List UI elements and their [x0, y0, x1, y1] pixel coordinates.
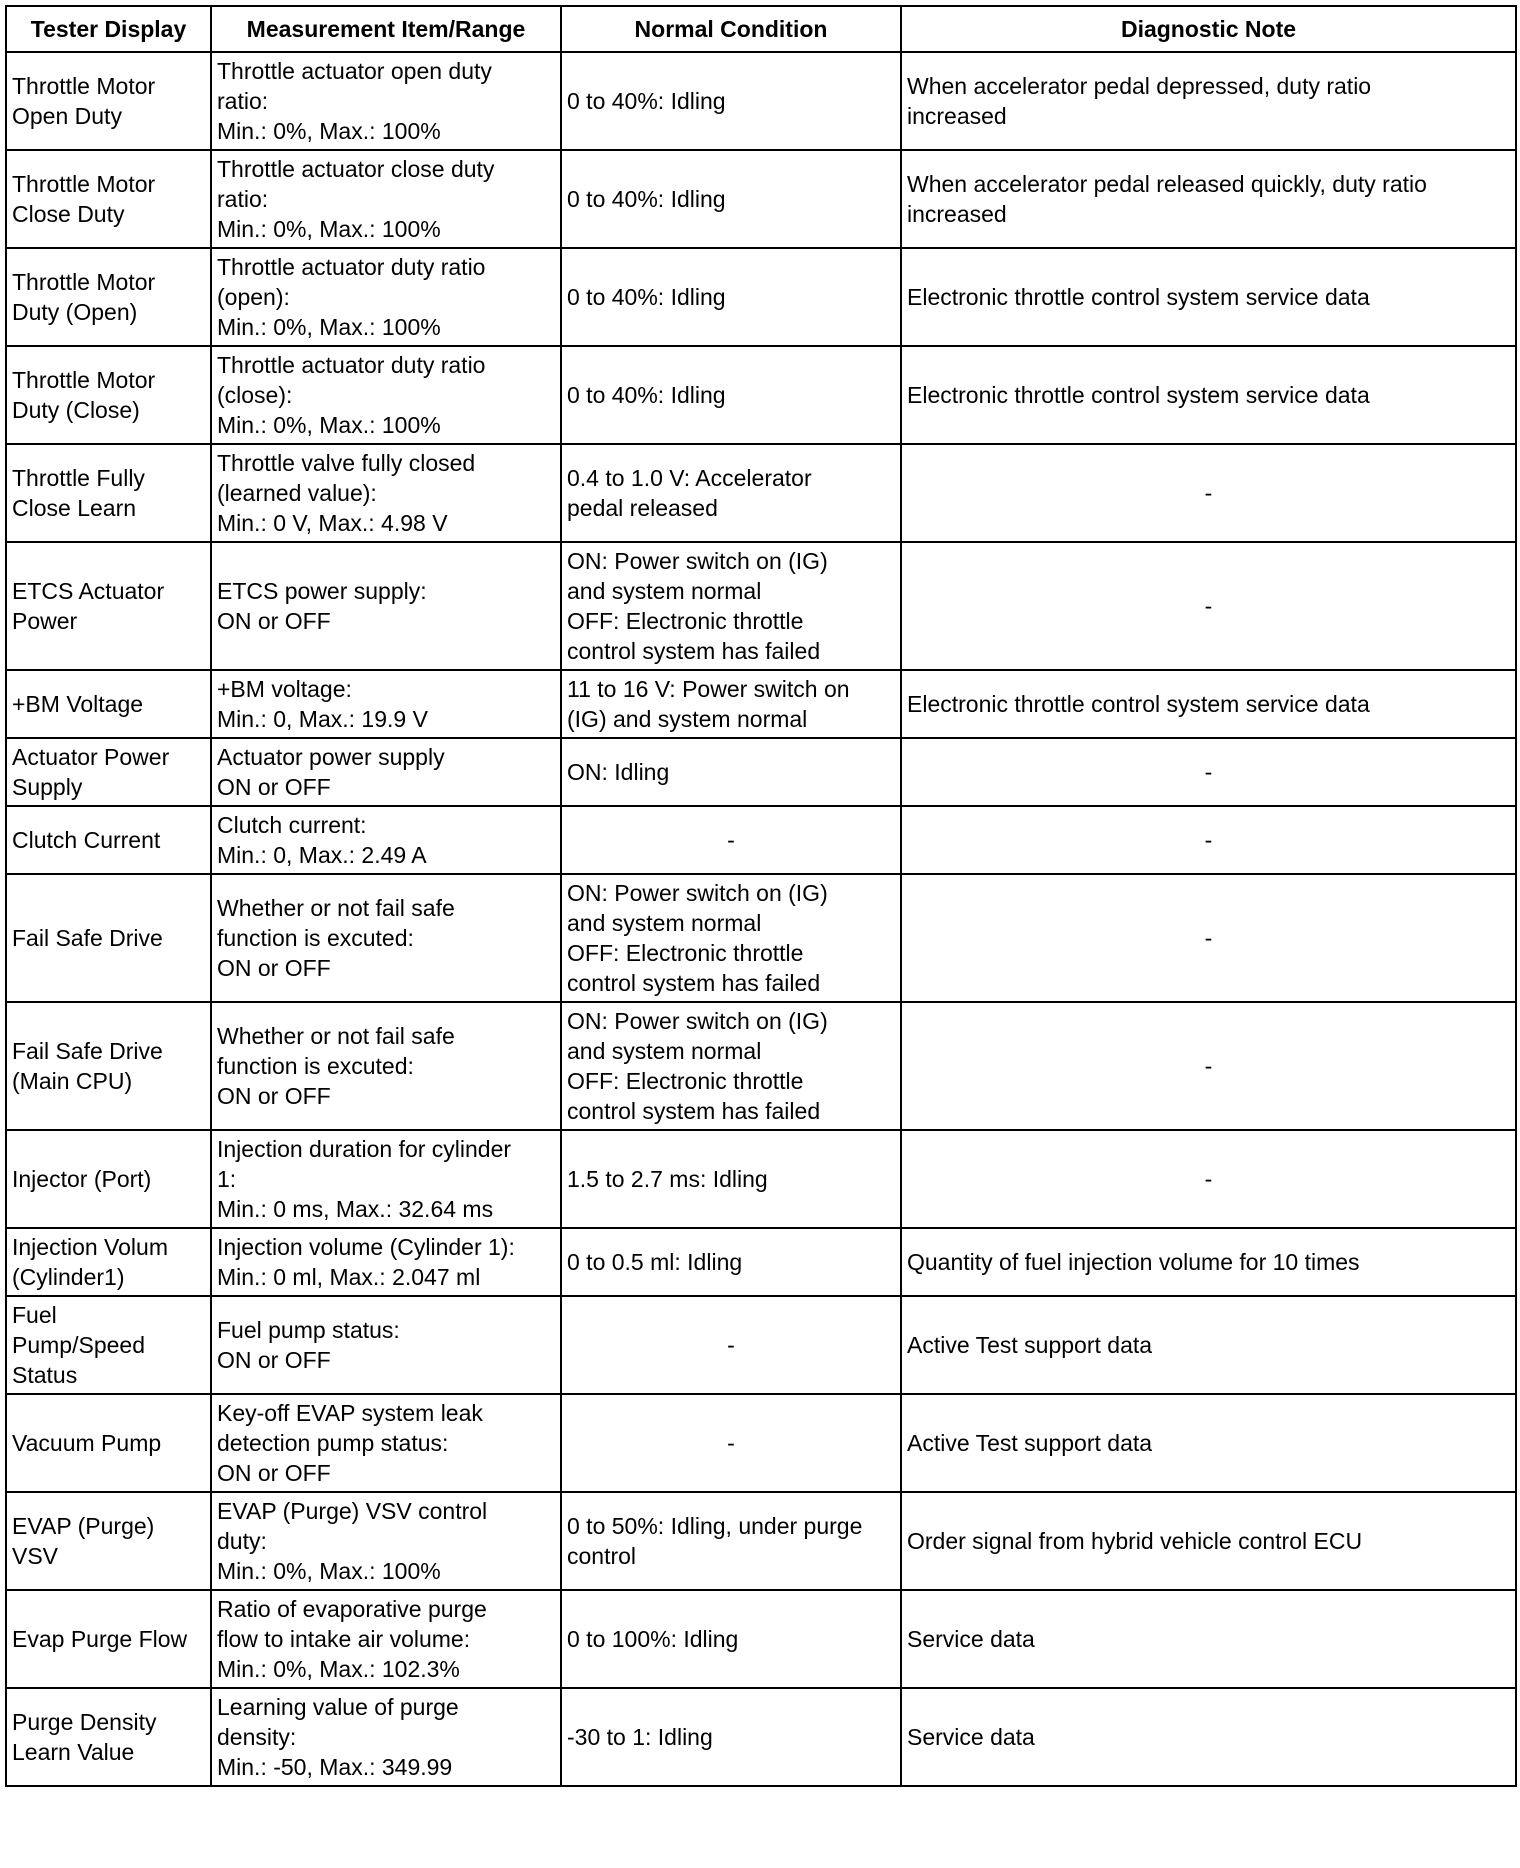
- cell-normal-condition: 1.5 to 2.7 ms: Idling: [561, 1130, 901, 1228]
- cell-normal-condition: ON: Power switch on (IG) and system normal OFF: Electronic throttle control system has failed: [561, 874, 901, 1002]
- header-diagnostic-note: Diagnostic Note: [901, 6, 1516, 52]
- cell-diagnostic-note: Electronic throttle control system service data: [901, 670, 1516, 738]
- cell-tester-display: Fail Safe Drive (Main CPU): [6, 1002, 211, 1130]
- cell-diagnostic-note: Service data: [901, 1590, 1516, 1688]
- cell-measurement-item: Throttle actuator close duty ratio: Min.: 0%, Max.: 100%: [211, 150, 561, 248]
- cell-normal-condition: ON: Power switch on (IG) and system normal OFF: Electronic throttle control system has failed: [561, 1002, 901, 1130]
- cell-measurement-item: Whether or not fail safe function is excuted: ON or OFF: [211, 1002, 561, 1130]
- cell-normal-condition: -30 to 1: Idling: [561, 1688, 901, 1786]
- header-measurement-item: Measurement Item/Range: [211, 6, 561, 52]
- cell-normal-condition: ON: Idling: [561, 738, 901, 806]
- cell-diagnostic-note: -: [901, 806, 1516, 874]
- cell-measurement-item: Fuel pump status: ON or OFF: [211, 1296, 561, 1394]
- cell-measurement-item: Whether or not fail safe function is excuted: ON or OFF: [211, 874, 561, 1002]
- table-row: [6, 444, 1516, 542]
- cell-diagnostic-note: Active Test support data: [901, 1296, 1516, 1394]
- cell-tester-display: Evap Purge Flow: [6, 1590, 211, 1688]
- cell-tester-display: Vacuum Pump: [6, 1394, 211, 1492]
- cell-diagnostic-note: Electronic throttle control system service data: [901, 248, 1516, 346]
- cell-diagnostic-note: Quantity of fuel injection volume for 10 times: [901, 1228, 1516, 1296]
- cell-measurement-item: Injection duration for cylinder 1: Min.: 0 ms, Max.: 32.64 ms: [211, 1130, 561, 1228]
- table-row: [6, 738, 1516, 806]
- cell-tester-display: Throttle Fully Close Learn: [6, 444, 211, 542]
- cell-measurement-item: Learning value of purge density: Min.: -50, Max.: 349.99: [211, 1688, 561, 1786]
- cell-diagnostic-note: -: [901, 1002, 1516, 1130]
- cell-normal-condition: 0 to 40%: Idling: [561, 52, 901, 150]
- cell-measurement-item: Throttle actuator duty ratio (open): Min.: 0%, Max.: 100%: [211, 248, 561, 346]
- cell-tester-display: Actuator Power Supply: [6, 738, 211, 806]
- table-row: [6, 150, 1516, 248]
- cell-tester-display: Throttle Motor Open Duty: [6, 52, 211, 150]
- cell-diagnostic-note: Service data: [901, 1688, 1516, 1786]
- cell-measurement-item: Actuator power supply ON or OFF: [211, 738, 561, 806]
- table-row: [6, 806, 1516, 874]
- table-row: [6, 248, 1516, 346]
- table-row: [6, 1002, 1516, 1130]
- cell-tester-display: ETCS Actuator Power: [6, 542, 211, 670]
- header-row: [6, 6, 1516, 52]
- cell-diagnostic-note: -: [901, 444, 1516, 542]
- cell-tester-display: EVAP (Purge) VSV: [6, 1492, 211, 1590]
- cell-normal-condition: 0 to 40%: Idling: [561, 248, 901, 346]
- cell-diagnostic-note: -: [901, 1130, 1516, 1228]
- cell-diagnostic-note: When accelerator pedal released quickly, duty ratio increased: [901, 150, 1516, 248]
- table-row: [6, 1130, 1516, 1228]
- cell-tester-display: Fail Safe Drive: [6, 874, 211, 1002]
- header-tester-display: Tester Display: [6, 6, 211, 52]
- cell-measurement-item: Injection volume (Cylinder 1): Min.: 0 ml, Max.: 2.047 ml: [211, 1228, 561, 1296]
- cell-measurement-item: EVAP (Purge) VSV control duty: Min.: 0%, Max.: 100%: [211, 1492, 561, 1590]
- cell-normal-condition: 0 to 100%: Idling: [561, 1590, 901, 1688]
- cell-normal-condition: 0 to 0.5 ml: Idling: [561, 1228, 901, 1296]
- cell-tester-display: Throttle Motor Duty (Close): [6, 346, 211, 444]
- cell-measurement-item: Clutch current: Min.: 0, Max.: 2.49 A: [211, 806, 561, 874]
- cell-measurement-item: ETCS power supply: ON or OFF: [211, 542, 561, 670]
- table-row: [6, 1296, 1516, 1394]
- cell-measurement-item: +BM voltage: Min.: 0, Max.: 19.9 V: [211, 670, 561, 738]
- table-row: [6, 1688, 1516, 1786]
- cell-measurement-item: Throttle actuator open duty ratio: Min.: 0%, Max.: 100%: [211, 52, 561, 150]
- table-row: [6, 542, 1516, 670]
- table-row: [6, 1492, 1516, 1590]
- table-row: [6, 1228, 1516, 1296]
- cell-diagnostic-note: Order signal from hybrid vehicle control ECU: [901, 1492, 1516, 1590]
- cell-normal-condition: ON: Power switch on (IG) and system normal OFF: Electronic throttle control system has failed: [561, 542, 901, 670]
- cell-tester-display: Throttle Motor Duty (Open): [6, 248, 211, 346]
- cell-measurement-item: Key-off EVAP system leak detection pump status: ON or OFF: [211, 1394, 561, 1492]
- cell-diagnostic-note: Electronic throttle control system service data: [901, 346, 1516, 444]
- table-row: [6, 346, 1516, 444]
- cell-tester-display: Throttle Motor Close Duty: [6, 150, 211, 248]
- cell-diagnostic-note: -: [901, 542, 1516, 670]
- cell-normal-condition: 0 to 50%: Idling, under purge control: [561, 1492, 901, 1590]
- cell-measurement-item: Ratio of evaporative purge flow to intake air volume: Min.: 0%, Max.: 102.3%: [211, 1590, 561, 1688]
- cell-measurement-item: Throttle actuator duty ratio (close): Min.: 0%, Max.: 100%: [211, 346, 561, 444]
- cell-normal-condition: 0 to 40%: Idling: [561, 150, 901, 248]
- cell-normal-condition: -: [561, 1394, 901, 1492]
- cell-normal-condition: 0.4 to 1.0 V: Accelerator pedal released: [561, 444, 901, 542]
- cell-diagnostic-note: -: [901, 738, 1516, 806]
- cell-measurement-item: Throttle valve fully closed (learned value): Min.: 0 V, Max.: 4.98 V: [211, 444, 561, 542]
- header-normal-condition: Normal Condition: [561, 6, 901, 52]
- data-list-table-container: [5, 5, 1515, 1787]
- cell-tester-display: Injection Volum (Cylinder1): [6, 1228, 211, 1296]
- cell-normal-condition: -: [561, 806, 901, 874]
- table-row: [6, 670, 1516, 738]
- cell-normal-condition: -: [561, 1296, 901, 1394]
- table-row: [6, 874, 1516, 1002]
- cell-normal-condition: 0 to 40%: Idling: [561, 346, 901, 444]
- cell-tester-display: Clutch Current: [6, 806, 211, 874]
- table-row: [6, 1590, 1516, 1688]
- cell-diagnostic-note: Active Test support data: [901, 1394, 1516, 1492]
- cell-tester-display: +BM Voltage: [6, 670, 211, 738]
- data-list-table: [5, 5, 1517, 1787]
- table-row: [6, 1394, 1516, 1492]
- cell-normal-condition: 11 to 16 V: Power switch on (IG) and system normal: [561, 670, 901, 738]
- table-body: [6, 52, 1516, 1786]
- cell-diagnostic-note: -: [901, 874, 1516, 1002]
- cell-tester-display: Injector (Port): [6, 1130, 211, 1228]
- cell-tester-display: Fuel Pump/Speed Status: [6, 1296, 211, 1394]
- table-row: [6, 52, 1516, 150]
- cell-diagnostic-note: When accelerator pedal depressed, duty ratio increased: [901, 52, 1516, 150]
- cell-tester-display: Purge Density Learn Value: [6, 1688, 211, 1786]
